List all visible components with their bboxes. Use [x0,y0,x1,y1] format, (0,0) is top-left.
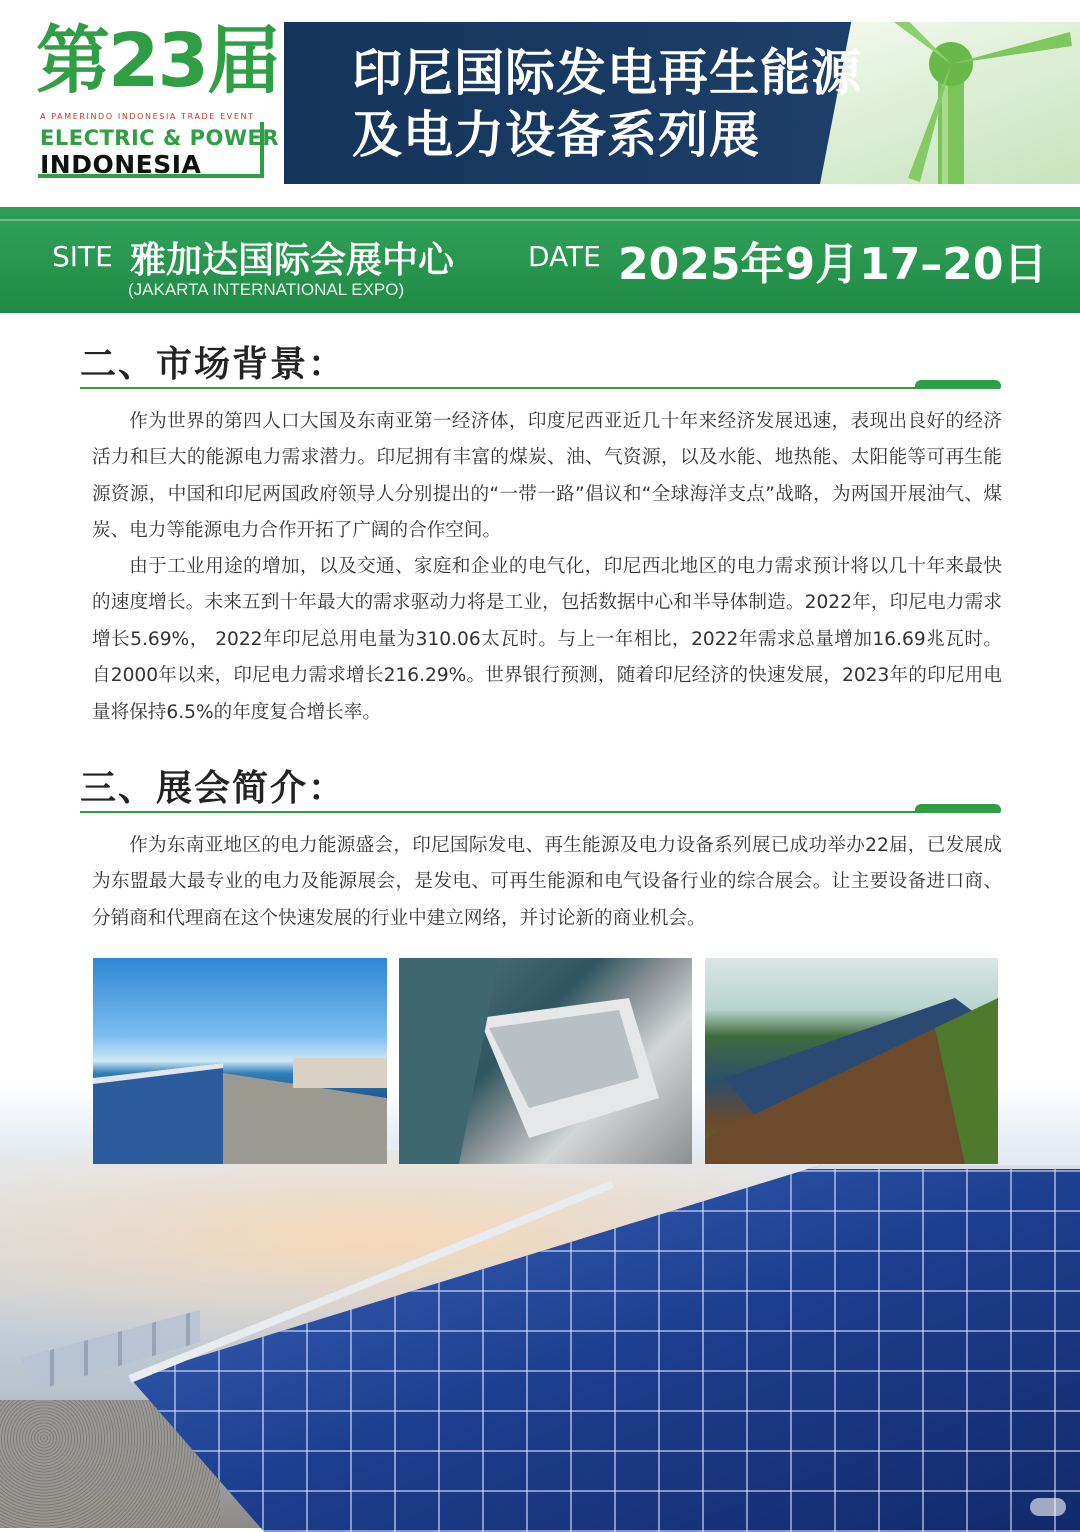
market-paragraph-2: 由于工业用途的增加，以及交通、家庭和企业的电气化，印尼西北地区的电力需求预计将以几十年来最快的速度增长。未来五到十年最大的需求驱动力将是工业，包括数据中心和半导体制造。2022年，印尼电力需求增长5.69%， 2022年印尼总用电量为310.06太瓦时。与上一年相比，2022年需求总量增加16.69兆瓦时。 自2000年以来，印尼电力需求增长216.29%。世界银行预测，随着印尼经济的快速发展，2023年的印尼用电量将保持6.5%的年度复合增长率。 [92,556,1002,723]
section-title-market: 二、市场背景： [80,343,347,385]
market-paragraph-1: 作为世界的第四人口大国及东南亚第一经济体，印度尼西亚近几十年来经济发展迅速，表现出良好的经济活力和巨大的能源电力需求潜力。印尼拥有丰富的煤炭、油、气资源，以及水能、地热能、太阳能等可再生能源资源，中国和印尼两国政府领导人分别提出的“一带一路”倡议和“全球海洋支点”战略，为两国开展油气、煤炭、电力等能源电力合作开拓了广阔的合作空间。 [92,411,1002,542]
logo-tagline: A PAMERINDO INDONESIA TRADE EVENT [40,112,255,121]
exhibition-paragraph: 作为东南亚地区的电力能源盛会，印尼国际发电、再生能源及电力设备系列展已成功举办22届，已发展成为东盟最大最专业的电力及能源展会，是发电、可再生能源和电气设备行业的综合展会。让主要设备进口商、分销商和代理商在这个快速发展的行业中建立网络，并讨论新的商业机会。 [92,835,1002,929]
title-line-2: 及电力设备系列展 [352,106,760,164]
solar-panel-array [130,1165,1080,1532]
floating-power-plant-photo [399,958,692,1164]
rooftop-solar-photo [93,958,387,1164]
section-divider [80,387,1000,389]
site-label: SITE [52,240,113,273]
title-line-1: 印尼国际发电再生能源 [352,44,862,102]
event-date: 2025年9月17–20日 [618,239,1048,290]
logo-electric-power: ELECTRIC & POWER [40,126,280,150]
section-divider [80,811,1000,813]
logo-indonesia: INDONESIA [40,150,202,179]
section-title-exhibition: 三、展会简介： [80,767,347,809]
watermark-badge [1030,1498,1066,1516]
edition-number: 第23届 [36,18,279,104]
exhibition-title [352,42,872,166]
venue-name: 雅加达国际会展中心 [130,240,455,281]
solar-farm-photo [705,958,998,1164]
venue-english-name: (JAKARTA INTERNATIONAL EXPO) [128,280,405,299]
date-label: DATE [528,240,601,273]
